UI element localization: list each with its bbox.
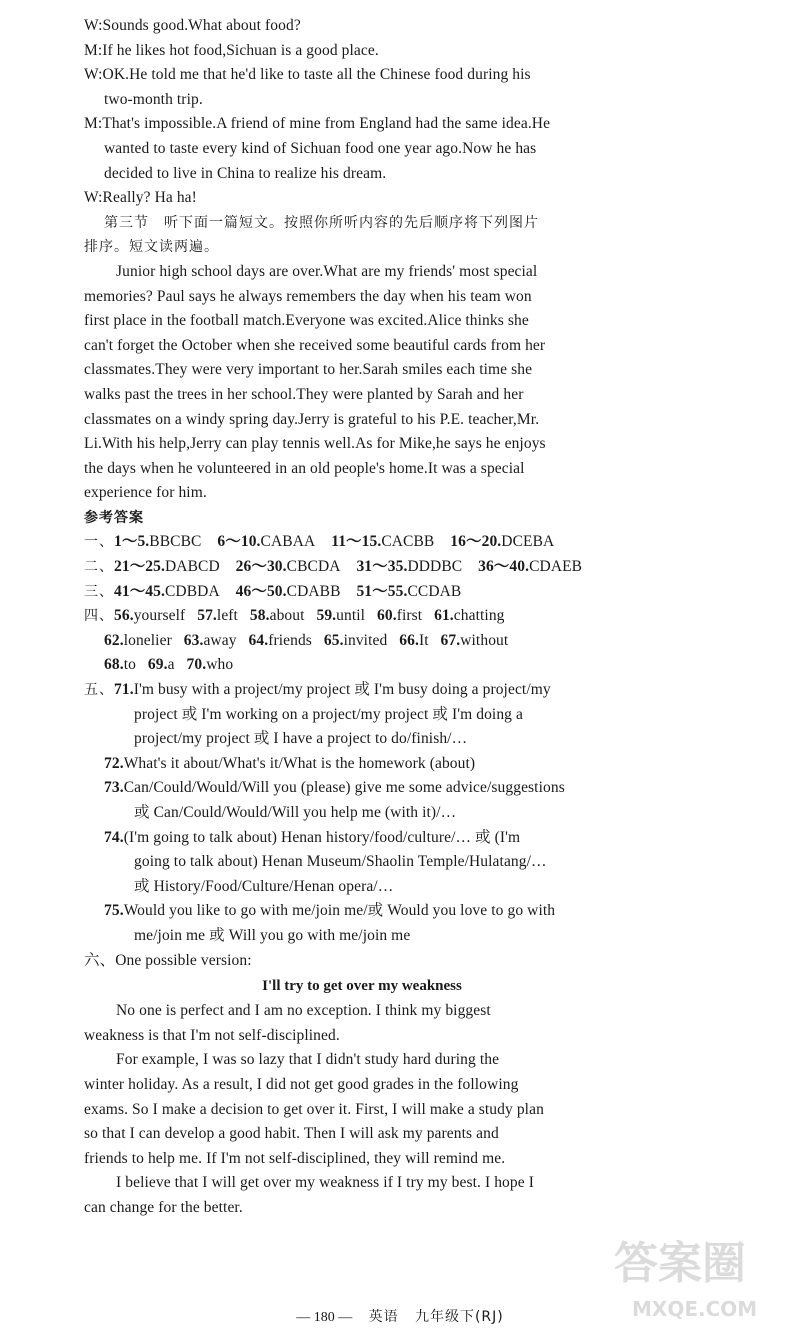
essay-line: No one is perfect and I am no exception. I think my biggest xyxy=(116,1002,491,1020)
question-number: 63. xyxy=(183,631,204,649)
essay-body xyxy=(84,999,640,1220)
answer-word: invited xyxy=(343,631,388,649)
section4-answers xyxy=(84,604,640,678)
question-number: 64. xyxy=(248,631,269,649)
answer-text: 或 History/Food/Culture/Henan opera/… xyxy=(134,877,394,895)
section5-answers xyxy=(84,678,640,949)
answer-line xyxy=(84,703,640,728)
answer-text: What's it about/What's it/What is the homework (about) xyxy=(123,754,476,772)
answer-letters: DABCD xyxy=(164,558,220,576)
page-number: — 180 — xyxy=(296,1310,353,1325)
section3-instruction xyxy=(84,211,640,260)
essay-line: exams. So I make a decision to get over it. First, I will make a study plan xyxy=(84,1100,544,1118)
question-number: 69. xyxy=(147,656,168,674)
dialogue-line: W:Sounds good.What about food? xyxy=(84,17,301,34)
answer-line xyxy=(84,875,640,900)
answer-line xyxy=(84,776,640,801)
footer-subject: 英语 xyxy=(368,1309,399,1325)
answer-letters: CABAA xyxy=(260,533,316,551)
dialogue-line: M:That's impossible.A friend of mine from England had the same idea.He xyxy=(84,115,551,133)
answer-letters: CDAEB xyxy=(529,558,583,576)
listening-dialogue xyxy=(84,14,640,211)
question-range: 1～5. xyxy=(114,533,150,551)
answer-row xyxy=(84,555,640,580)
answer-word: who xyxy=(206,656,234,674)
answer-word: until xyxy=(336,607,366,625)
question-number: 62. xyxy=(104,631,124,649)
passage-line: walks past the trees in her school.They were planted by Sarah and her xyxy=(84,385,524,403)
essay-line: so that I can develop a good habit. Then I will ask my parents and xyxy=(84,1125,499,1143)
answer-row xyxy=(84,604,640,629)
essay-line: friends to help me. If I'm not self-disciplined, they will remind me. xyxy=(84,1149,506,1167)
section-label: 三、 xyxy=(84,583,114,600)
question-range: 26～30. xyxy=(235,558,287,576)
question-number: 75. xyxy=(104,902,124,920)
question-range: 16～20. xyxy=(450,533,502,551)
dialogue-line: decided to live in China to realize his dream. xyxy=(104,164,387,182)
section-label: 四、 xyxy=(84,608,114,625)
watermark-line1: 答案圈 xyxy=(614,1238,746,1289)
passage-line: Junior high school days are over.What are my friends' most special xyxy=(116,262,538,280)
answer-letters: DCEBA xyxy=(501,533,555,551)
listening-passage xyxy=(84,260,640,506)
answer-text: project/my project 或 I have a project to do/finish/… xyxy=(134,730,468,748)
answer-line xyxy=(84,752,640,777)
passage-line: the days when he volunteered in an old people's home.It was a special xyxy=(84,459,525,477)
answer-key xyxy=(84,530,640,604)
question-range: 31～35. xyxy=(356,558,408,576)
answer-word: friends xyxy=(268,631,312,649)
answer-text: I'm busy with a project/my project 或 I'm busy doing a project/my xyxy=(133,681,551,699)
answer-line xyxy=(84,801,640,826)
essay-line: weakness is that I'm not self-disciplined. xyxy=(84,1026,340,1044)
watermark-logo xyxy=(604,1228,784,1328)
question-range: 6～10. xyxy=(217,533,261,551)
answer-word: to xyxy=(123,656,136,674)
answer-line xyxy=(84,826,640,851)
answer-word: away xyxy=(203,631,237,649)
question-number: 60. xyxy=(377,607,397,625)
answer-word: about xyxy=(269,607,305,625)
answer-text: going to talk about) Henan Museum/Shaolin Temple/Hulatang/… xyxy=(134,853,547,871)
question-range: 41～45. xyxy=(114,582,165,600)
question-number: 59. xyxy=(316,607,337,625)
answer-text: 或 Can/Could/Would/Will you help me (with it)/… xyxy=(134,804,457,821)
section-label: 一、 xyxy=(84,534,114,551)
question-number: 56. xyxy=(114,607,134,625)
section-label: 二、 xyxy=(84,559,114,576)
answer-row xyxy=(84,530,640,555)
answer-letters: CDABB xyxy=(286,582,341,600)
question-number: 67. xyxy=(440,631,461,649)
question-number: 57. xyxy=(197,607,217,625)
answer-line xyxy=(84,850,640,875)
section6-label: 六、One possible version: xyxy=(84,951,252,969)
watermark-line2: MXQE.COM xyxy=(632,1297,758,1321)
question-number: 72. xyxy=(104,754,124,772)
passage-line: classmates.They were very important to her.Sarah smiles each time she xyxy=(84,361,533,379)
passage-line: experience for him. xyxy=(84,484,207,502)
question-number: 70. xyxy=(186,656,207,674)
question-number: 61. xyxy=(434,607,454,625)
dialogue-line: M:If he likes hot food,Sichuan is a good place. xyxy=(84,41,379,59)
question-range: 21～25. xyxy=(114,558,165,576)
passage-line: first place in the football match.Everyone was excited.Alice thinks she xyxy=(84,312,529,330)
answer-word: lonelier xyxy=(123,631,172,649)
question-number: 58. xyxy=(249,607,270,625)
question-number: 68. xyxy=(104,656,124,674)
answer-line xyxy=(84,727,640,752)
dialogue-line: two-month trip. xyxy=(104,90,203,108)
section6-essay xyxy=(84,949,640,1221)
answer-letters: BBCBC xyxy=(149,533,202,551)
essay-title: I'll try to get over my weakness xyxy=(262,978,462,995)
answer-letters: CBCDA xyxy=(286,558,341,576)
section-label: 五、 xyxy=(84,682,114,699)
instruction-line: 第三节 听下面一篇短文。按照你所听内容的先后顺序将下列图片 xyxy=(104,214,539,231)
question-number: 65. xyxy=(323,631,344,649)
answer-row xyxy=(84,580,640,605)
answer-letters: CDBDA xyxy=(164,582,220,600)
answer-row xyxy=(84,629,640,654)
page-content xyxy=(84,14,640,1221)
answer-word: without xyxy=(460,631,509,649)
question-range: 46～50. xyxy=(235,582,287,600)
answer-letters: CCDAB xyxy=(407,582,462,600)
question-number: 66. xyxy=(399,631,419,649)
answer-line xyxy=(84,678,640,703)
answer-text: Can/Could/Would/Will you (please) give me some advice/suggestions xyxy=(123,779,565,797)
answers-heading: 参考答案 xyxy=(84,509,144,526)
answer-word: yourself xyxy=(133,607,186,625)
essay-line: For example, I was so lazy that I didn't study hard during the xyxy=(116,1051,500,1069)
answer-letters: DDDBC xyxy=(407,558,463,576)
essay-line: can change for the better. xyxy=(84,1198,243,1216)
passage-line: classmates on a windy spring day.Jerry is grateful to his P.E. teacher,Mr. xyxy=(84,410,540,428)
dialogue-line: W:OK.He told me that he'd like to taste all the Chinese food during his xyxy=(84,66,531,84)
answer-word: left xyxy=(216,607,238,625)
passage-line: Li.With his help,Jerry can play tennis well.As for Mike,he says he enjoys xyxy=(84,435,546,453)
question-number: 74. xyxy=(104,828,124,846)
answer-word: chatting xyxy=(453,607,505,625)
answer-text: (I'm going to talk about) Henan history/food/culture/… 或 (I'm xyxy=(123,828,521,846)
answer-line xyxy=(84,899,640,924)
question-range: 51～55. xyxy=(356,582,408,600)
passage-line: memories? Paul says he always remembers the day when his team won xyxy=(84,287,532,305)
question-range: 36～40. xyxy=(478,558,530,576)
answer-text: me/join me 或 Will you go with me/join me xyxy=(134,926,411,944)
footer-grade: 九年级下(RJ) xyxy=(414,1309,504,1325)
dialogue-line: wanted to taste every kind of Sichuan food one year ago.Now he has xyxy=(104,139,537,157)
instruction-line: 排序。短文读两遍。 xyxy=(84,239,219,256)
answer-letters: CACBB xyxy=(381,533,435,551)
essay-line: winter holiday. As a result, I did not get good grades in the following xyxy=(84,1075,519,1093)
answer-word: first xyxy=(396,607,423,625)
question-range: 11～15. xyxy=(331,533,382,551)
dialogue-line: W:Really? Ha ha! xyxy=(84,189,197,207)
essay-line: I believe that I will get over my weakness if I try my best. I hope I xyxy=(116,1174,534,1192)
answer-text: Would you like to go with me/join me/或 Would you love to go with xyxy=(123,902,556,920)
answer-row xyxy=(84,653,640,678)
question-number: 73. xyxy=(104,779,124,797)
answer-word: It xyxy=(418,631,429,649)
question-number: 71. xyxy=(114,681,134,699)
answer-text: project 或 I'm working on a project/my project 或 I'm doing a xyxy=(134,705,523,723)
answer-line xyxy=(84,924,640,949)
answer-word: a xyxy=(167,656,175,674)
passage-line: can't forget the October when she received some beautiful cards from her xyxy=(84,336,546,354)
